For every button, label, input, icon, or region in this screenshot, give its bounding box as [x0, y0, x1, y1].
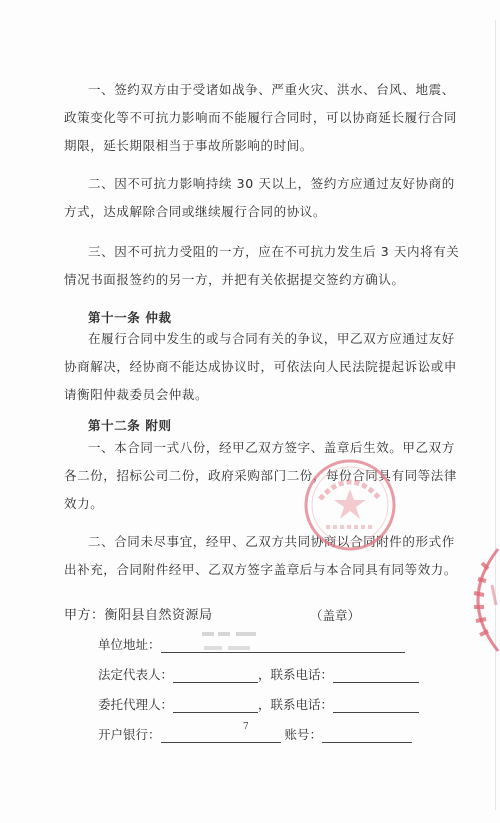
force-majeure-para-1-line-2: 政策变化等不可抗力影响而不能履行合同时，可以协商延长履行合同	[64, 110, 458, 125]
party-a-red-seal	[300, 455, 400, 555]
agent-phone-label: ，联系电话：	[258, 697, 334, 712]
force-majeure-para-1-line-3: 期限，延长期限相当于事故所影响的时间。	[64, 138, 313, 153]
account-field[interactable]	[322, 728, 412, 743]
agent-phone-field[interactable]	[333, 698, 419, 713]
article-12-heading: 第十二条 附则	[88, 418, 172, 433]
legal-rep-phone-label: ，联系电话：	[258, 667, 334, 682]
legal-rep-label: 法定代表人：	[98, 667, 174, 682]
edge-red-seal	[452, 545, 500, 655]
party-a-row	[64, 604, 213, 623]
article-12-clause-1-line-2: 各二份，招标公司二份，政府采购部门二份，每份合同具有同等法律	[64, 468, 458, 483]
seal-note	[310, 606, 360, 624]
legal-rep-phone-field[interactable]	[333, 668, 419, 683]
article-12-clause-2-line-1: 二、合同未尽事宜，经甲、乙双方共同协商以合同附件的形式作	[88, 534, 455, 549]
account-label: 账号：	[284, 727, 323, 742]
article-11-line-3: 请衡阳仲裁委员会仲裁。	[64, 387, 209, 402]
force-majeure-para-3-line-2: 情况书面报签约的另一方，并把有关依据提交签约方确认。	[64, 272, 405, 287]
force-majeure-para-2-line-1: 二、因不可抗力影响持续 30 天以上，签约方应通过友好协商的	[88, 176, 455, 191]
article-11-heading: 第十一条 仲裁	[88, 310, 172, 325]
agent-label: 委托代理人：	[98, 697, 174, 712]
legal-rep-row	[98, 665, 419, 683]
article-11-line-2: 协商解决，经协商不能达成协议时，可依法向人民法院提起诉讼或申	[64, 359, 458, 374]
unit-address-field[interactable]	[161, 638, 405, 653]
page-number: 7	[243, 722, 249, 732]
bank-field[interactable]	[161, 728, 281, 743]
force-majeure-para-3-line-1: 三、因不可抗力受阻的一方，应在不可抗力发生后 3 天内将有关	[88, 244, 460, 259]
legal-rep-field[interactable]	[173, 668, 258, 683]
force-majeure-para-1-line-1: 一、签约双方由于受诸如战争、严重火灾、洪水、台风、地震、	[88, 82, 455, 97]
agent-field[interactable]	[173, 698, 258, 713]
article-12-clause-1-line-3: 效力。	[64, 496, 104, 511]
seal-note-text: （盖章）	[310, 608, 361, 623]
article-12-clause-2-line-2: 出补充，合同附件经甲、乙双方签字盖章后与本合同具有同等效力。	[64, 562, 458, 577]
agent-row	[98, 695, 419, 713]
date-stamp	[200, 628, 260, 658]
unit-address-label: 单位地址：	[98, 637, 161, 652]
bank-label: 开户银行：	[98, 727, 161, 742]
party-a-label: 甲方：衡阳县自然资源局	[64, 608, 213, 623]
article-12-clause-1-line-1: 一、本合同一式八份，经甲乙双方签字、盖章后生效。甲乙双方	[88, 440, 455, 455]
bank-row	[98, 725, 412, 743]
page-edge-line	[495, 20, 496, 810]
force-majeure-para-2-line-2: 方式，达成解除合同或继续履行合同的协议。	[64, 204, 327, 219]
article-11-line-1: 在履行合同中发生的或与合同有关的争议，甲乙双方应通过友好	[88, 331, 455, 346]
